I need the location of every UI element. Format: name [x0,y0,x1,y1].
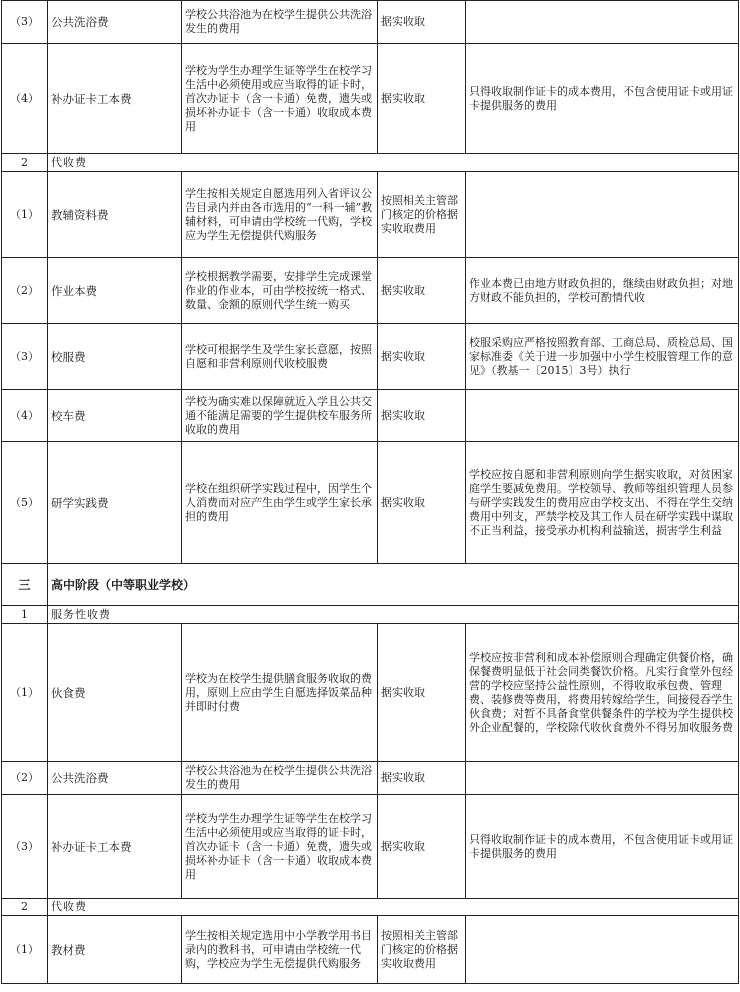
fee-item-name: 补办证卡工本费 [48,795,182,899]
category-row [2,606,739,624]
row-number: （3） [2,324,48,390]
fee-note: 学校应按非营利和成本补偿原则合理确定供餐价格，确保餐费明显低于社会同类餐饮价格。凡实行食堂外包经营的学校应坚持公益性原则，不得收取承包费、管理费、装修费等费用，将费用转嫁给学生，间接侵吞学生伙食费；对暂不具备食堂供餐条件的学校为学生提供校外企业配餐的，学校除代收伙食费外不得另加收服务费 [466,624,739,762]
fee-note: 只得收取制作证卡的成本费用，不包含使用证卡或用证卡提供服务的费用 [466,795,739,899]
table-row [2,624,739,762]
row-number: （3） [2,795,48,899]
fee-note: 校服采购应严格按照教育部、工商总局、质检总局、国家标准委《关于进一步加强中小学生校服管理工作的意见》（教基一〔2015〕3号）执行 [466,324,739,390]
category-row [2,899,739,916]
row-number: （1） [2,916,48,984]
fee-note [466,762,739,795]
fee-table [1,0,739,984]
table-row [2,324,739,390]
table-row [2,795,739,899]
table-row [2,258,739,324]
fee-item-name: 校车费 [48,390,182,442]
category-row [2,154,739,172]
fee-basis: 据实收取 [378,442,466,564]
fee-basis: 据实收取 [378,624,466,762]
row-number: （4） [2,390,48,442]
category-title: 服务性收费 [48,606,739,624]
fee-basis: 据实收取 [378,390,466,442]
fee-description: 学生按相关规定选用中小学教学用书目录内的教科书，可申请由学校统一代购，学校应为学生无偿提供代购服务 [182,916,378,984]
fee-basis: 据实收取 [378,258,466,324]
fee-note: 作业本费已由地方财政负担的，继续由财政负担；对地方财政不能负担的，学校可酌情代收 [466,258,739,324]
fee-basis: 按照相关主管部门核定的价格据实收取费用 [378,172,466,258]
row-number: （5） [2,442,48,564]
fee-description: 学校在组织研学实践过程中，因学生个人消费而对应产生由学生或学生家长承担的费用 [182,442,378,564]
fee-description: 学校为学生办理学生证等学生在校学习生活中必须使用或应当取得的证卡时，首次办证卡（含一卡通）免费，遗失或损坏补办证卡（含一卡通）收取成本费用 [182,44,378,154]
fee-note [466,390,739,442]
fee-item-name: 校服费 [48,324,182,390]
fee-item-name: 补办证卡工本费 [48,44,182,154]
fee-basis: 据实收取 [378,762,466,795]
row-number: （3） [2,1,48,44]
fee-item-name: 教辅资料费 [48,172,182,258]
fee-basis: 据实收取 [378,324,466,390]
fee-note: 只得收取制作证卡的成本费用，不包含使用证卡或用证卡提供服务的费用 [466,44,739,154]
fee-description: 学生按相关规定自愿选用列入省评议公告目录内并由各市选用的“一科一辅”教辅材料，可申请由学校统一代购，学校应为学生无偿提供代购服务 [182,172,378,258]
section-row [2,564,739,606]
fee-item-name: 教材费 [48,916,182,984]
table-row [2,762,739,795]
section-number: 三 [2,564,48,606]
fee-note: 学校应按自愿和非营利原则向学生据实收取，对贫困家庭学生要减免费用。学校领导、教师等组织管理人员参与研学实践发生的费用应由学校支出、不得在学生交纳费用中列支，严禁学校及其工作人员在研学实践中谋取不正当利益，接受承办机构利益输送，损害学生利益 [466,442,739,564]
row-number: （2） [2,762,48,795]
table-row [2,172,739,258]
fee-note [466,1,739,44]
fee-description: 学校可根据学生及学生家长意愿，按照自愿和非营利原则代收校服费 [182,324,378,390]
fee-description: 学校公共浴池为在校学生提供公共洗浴发生的费用 [182,1,378,44]
fee-description: 学校公共浴池为在校学生提供公共洗浴发生的费用 [182,762,378,795]
fee-basis: 按照相关主管部门核定的价格据实收取费用 [378,916,466,984]
table-row [2,390,739,442]
fee-note [466,916,739,984]
fee-basis: 据实收取 [378,1,466,44]
row-number: （1） [2,624,48,762]
fee-basis: 据实收取 [378,795,466,899]
fee-item-name: 伙食费 [48,624,182,762]
fee-basis: 据实收取 [378,44,466,154]
category-number: 1 [2,606,48,624]
row-number: （1） [2,172,48,258]
table-row [2,916,739,984]
fee-item-name: 作业本费 [48,258,182,324]
table-row [2,442,739,564]
category-title: 代收费 [48,899,739,916]
fee-description: 学校为学生办理学生证等学生在校学习生活中必须使用或应当取得的证卡时，首次办证卡（含一卡通）免费，遗失或损坏补办证卡（含一卡通）收取成本费用 [182,795,378,899]
fee-item-name: 公共洗浴费 [48,1,182,44]
fee-item-name: 公共洗浴费 [48,762,182,795]
section-title: 高中阶段（中等职业学校） [48,564,739,606]
fee-description: 学校为在校学生提供膳食服务收取的费用，原则上应由学生自愿选择饭菜品种并即时付费 [182,624,378,762]
category-number: 2 [2,154,48,172]
fee-description: 学校根据教学需要，安排学生完成课堂作业的作业本，可由学校按统一格式、数量、金额的原则代学生统一购买 [182,258,378,324]
fee-note [466,172,739,258]
category-title: 代收费 [48,154,739,172]
table-row [2,1,739,44]
row-number: （2） [2,258,48,324]
row-number: （4） [2,44,48,154]
table-row [2,44,739,154]
fee-item-name: 研学实践费 [48,442,182,564]
category-number: 2 [2,899,48,916]
fee-description: 学校为确实难以保障就近入学且公共交通不能满足需要的学生提供校车服务所收取的费用 [182,390,378,442]
